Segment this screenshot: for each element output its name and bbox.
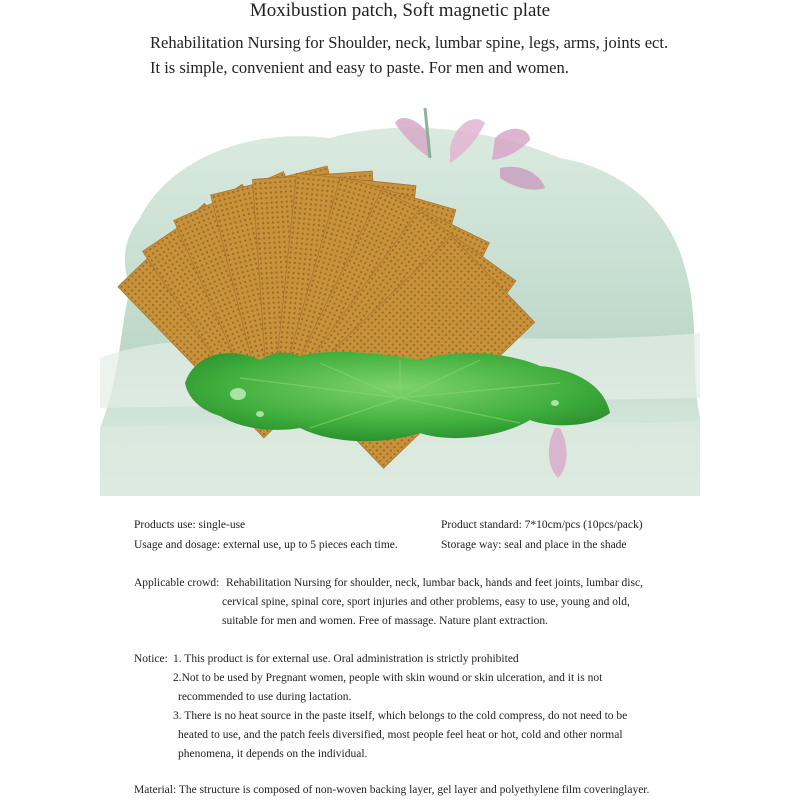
notice-line: recommended to use during lactation.	[178, 691, 352, 703]
applicable-crowd-line: suitable for men and women. Free of massage. Nature plant extraction.	[222, 615, 549, 627]
notice-line: 2.Not to be used by Pregnant women, people with skin wound or skin ulceration, and it is not	[173, 672, 603, 684]
product-illustration	[100, 98, 700, 496]
subtitle-line-1: Rehabilitation Nursing for Shoulder, neck, lumbar spine, legs, arms, joints ect.	[150, 33, 669, 52]
applicable-crowd-label: Applicable crowd:	[134, 577, 220, 589]
applicable-crowd-line: Rehabilitation Nursing for shoulder, neck, lumbar back, hands and feet joints, lumbar disc,	[226, 577, 643, 589]
product-standard: Product standard: 7*10cm/pcs (10pcs/pack)	[441, 519, 643, 531]
notice-label: Notice:	[134, 653, 168, 665]
usage-and-dosage: Usage and dosage: external use, up to 5 pieces each time.	[134, 539, 398, 551]
water-drop-icon	[256, 411, 264, 417]
water-drop-icon	[551, 400, 559, 406]
notice-line: 1. This product is for external use. Oral administration is strictly prohibited	[173, 653, 519, 665]
notice-line: heated to use, and the patch feels diversified, most people feel heat or hot, cold and other normal	[178, 729, 623, 741]
notice-line: phenomena, it depends on the individual.	[178, 748, 368, 760]
notice-line: 3. There is no heat source in the paste itself, which belongs to the cold compress, do not need to be	[173, 710, 628, 722]
material-text: Material: The structure is composed of non-woven backing layer, gel layer and polyethylene film coveringlayer.	[134, 784, 650, 796]
storage-way: Storage way: seal and place in the shade	[441, 539, 627, 551]
applicable-crowd-line: cervical spine, spinal core, sport injuries and other problems, easy to use, young and old,	[222, 596, 630, 608]
page-title: Moxibustion patch, Soft magnetic plate	[249, 0, 551, 21]
products-use: Products use: single-use	[134, 519, 246, 531]
water-drop-icon	[230, 388, 246, 400]
subtitle-line-2: It is simple, convenient and easy to paste. For men and women.	[150, 58, 569, 77]
